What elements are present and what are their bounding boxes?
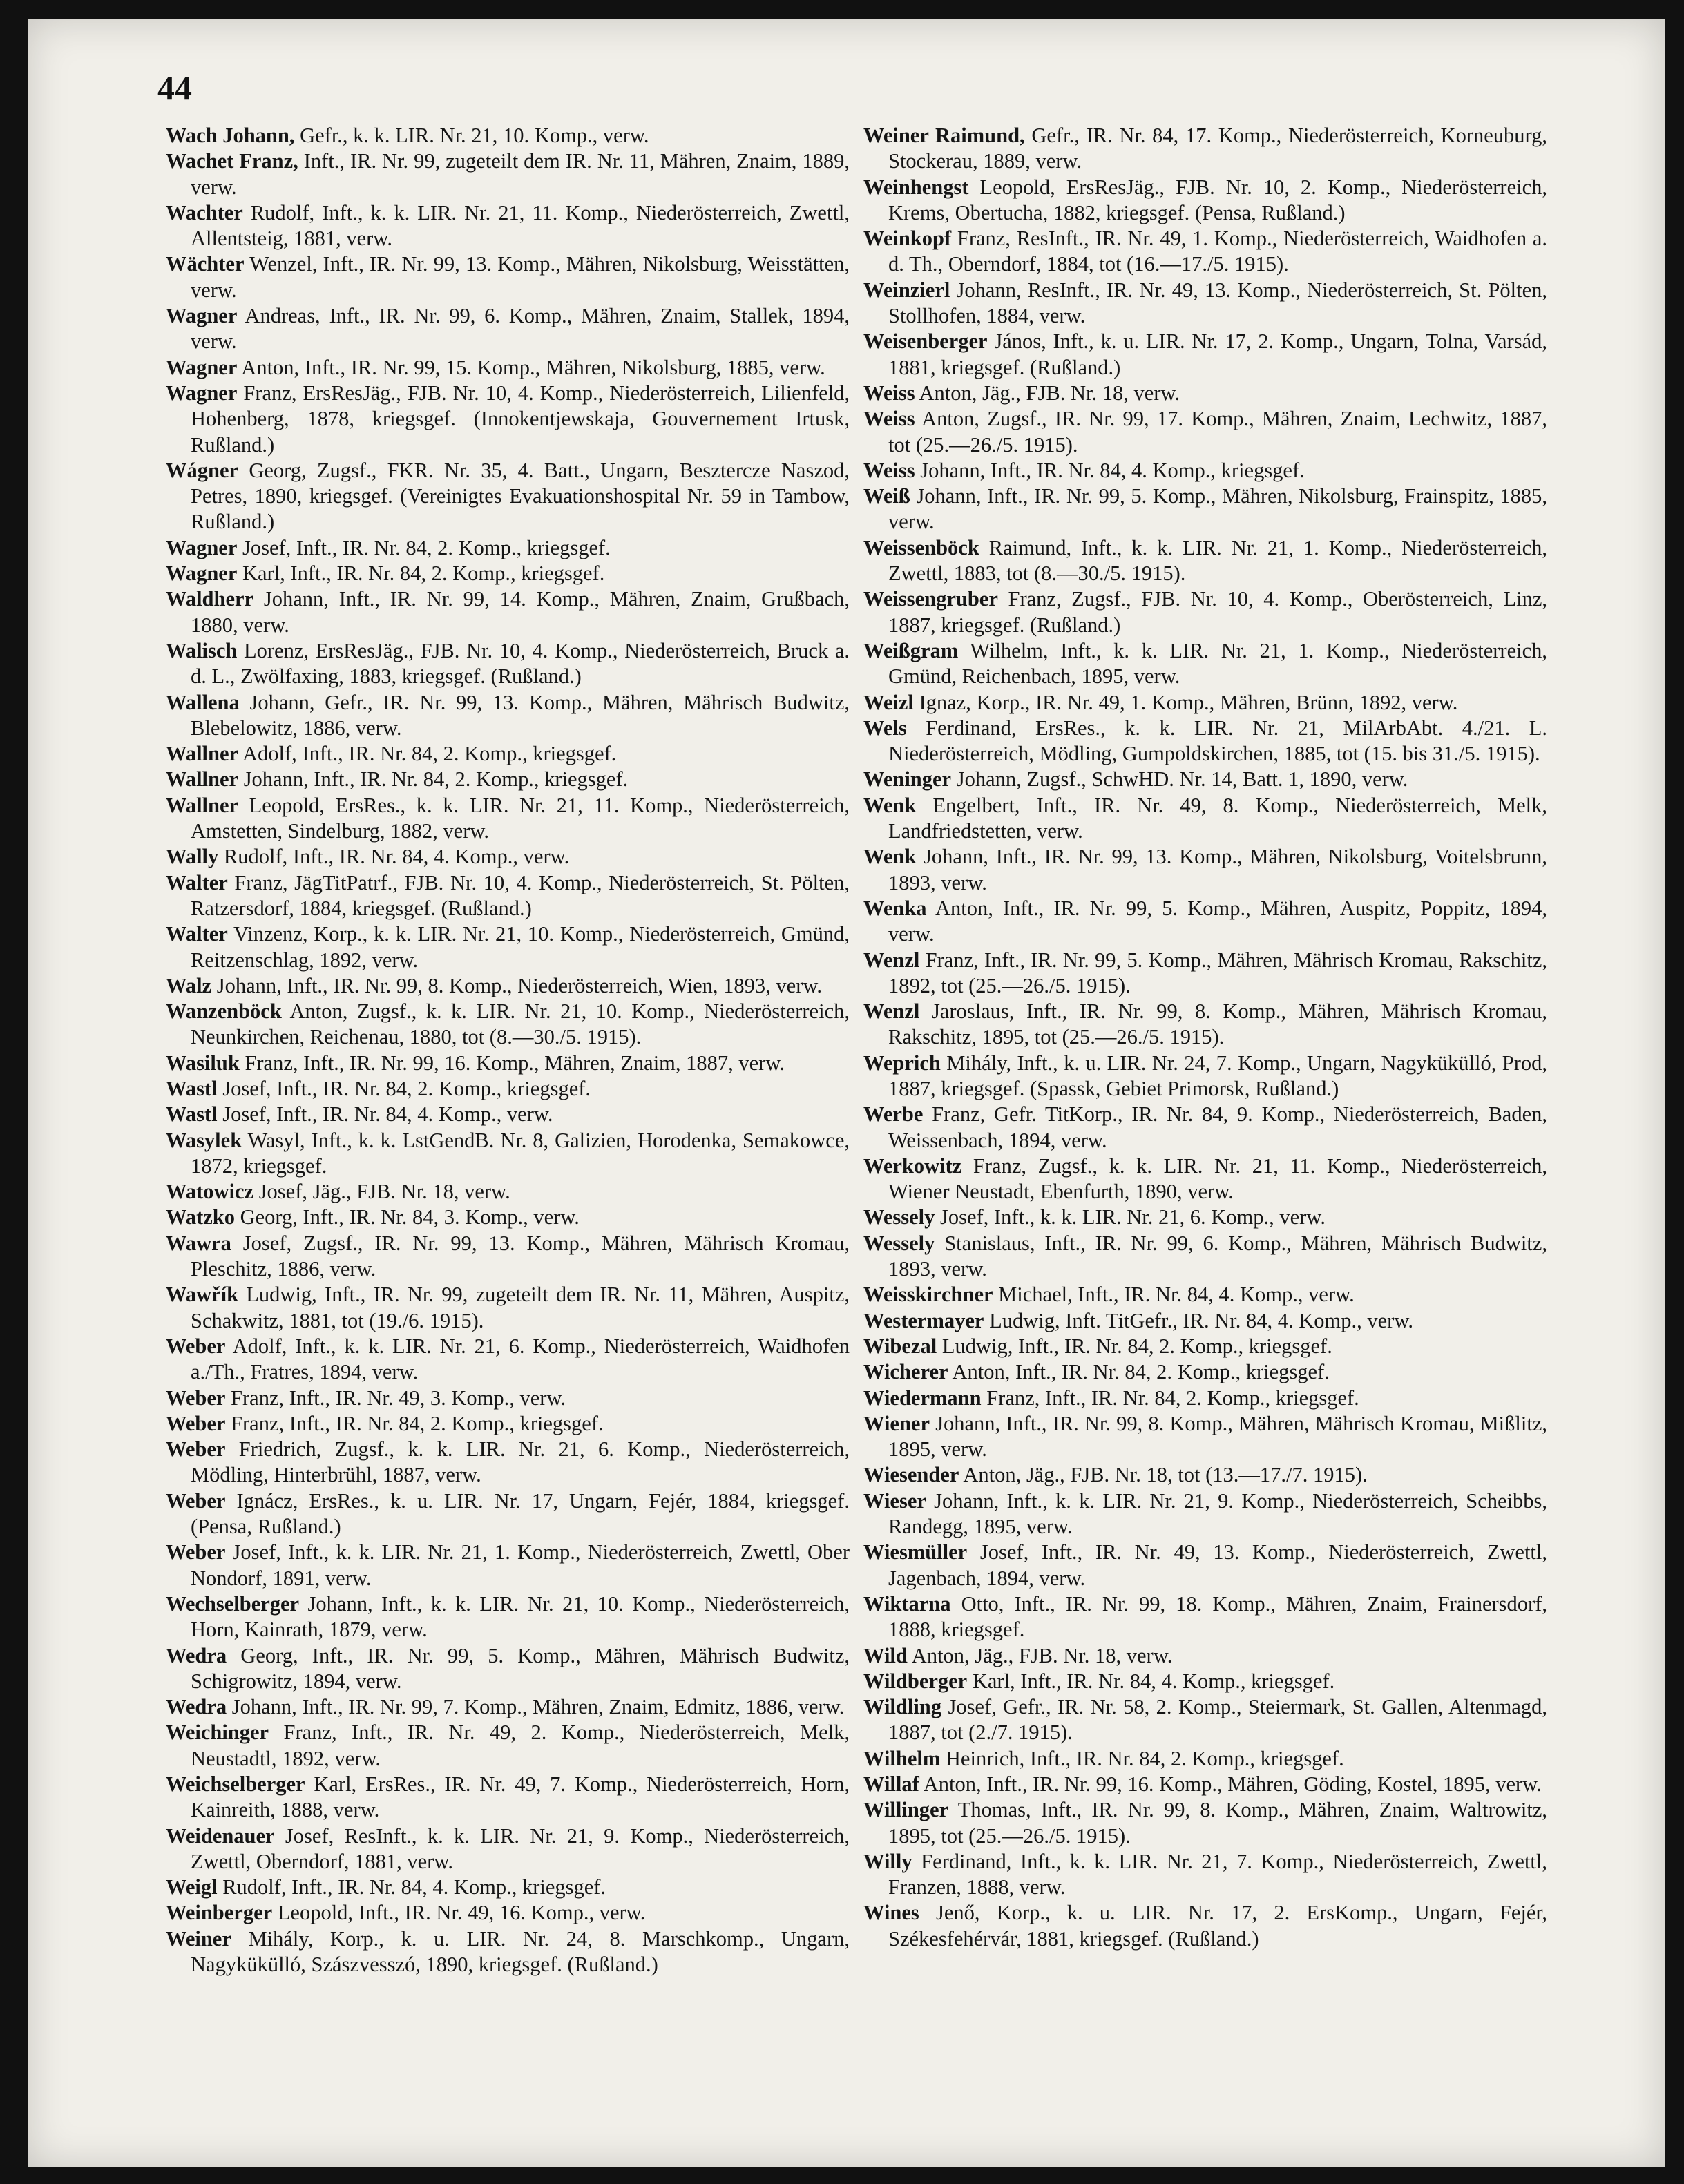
entry-name: Willy <box>863 1849 912 1873</box>
entry-details: Gefr., IR. Nr. 84, 17. Komp., Niederösterreich, Korneuburg, Stockerau, 1889, verw. <box>888 124 1548 173</box>
entry-details: Heinrich, Inft., IR. Nr. 84, 2. Komp., kriegsgef. <box>940 1746 1344 1770</box>
list-entry <box>863 406 1547 458</box>
entry-name: Weinberger <box>166 1901 273 1925</box>
entry-details: Anton, Zugsf., k. k. LIR. Nr. 21, 10. Komp., Niederösterreich, Neunkirchen, Reichenau, 1880, tot (8.—30./5. 1915). <box>191 999 850 1049</box>
entry-name: Wieser <box>863 1488 926 1513</box>
entry-details: Johann, ResInft., IR. Nr. 49, 13. Komp., Niederösterreich, St. Pölten, Stollhofen, 1884, verw. <box>888 278 1547 328</box>
document-page <box>28 19 1665 2167</box>
entry-name: Walter <box>166 922 228 946</box>
entry-name: Wallena <box>166 690 240 714</box>
entry-details: Johann, Inft., IR. Nr. 99, 14. Komp., Mähren, Znaim, Grußbach, 1880, verw. <box>191 587 850 637</box>
list-entry <box>863 123 1547 175</box>
entry-details: Anton, Jäg., FJB. Nr. 18, verw. <box>915 381 1180 405</box>
entry-details: Josef, Inft., IR. Nr. 49, 13. Komp., Niederösterreich, Zwettl, Jagenbach, 1894, verw. <box>888 1540 1547 1590</box>
entry-name: Wächter <box>166 252 245 276</box>
entry-name: Wicherer <box>863 1360 948 1384</box>
entry-details: Jenő, Korp., k. u. LIR. Nr. 17, 2. ErsKomp., Ungarn, Fejér, Székesfehérvár, 1881, kriegsgef. (Rußland.) <box>888 1901 1547 1951</box>
entry-details: Josef, Jäg., FJB. Nr. 18, verw. <box>253 1180 510 1204</box>
entry-details: Anton, Jäg., FJB. Nr. 18, tot (13.—17./7. 1915). <box>959 1463 1368 1487</box>
list-entry <box>166 1282 850 1334</box>
entry-details: Franz, JägTitPatrf., FJB. Nr. 10, 4. Komp., Niederösterreich, St. Pölten, Ratzersdorf, 1884, kriegsgef. (Rußland.) <box>191 870 850 920</box>
entry-details: Wenzel, Inft., IR. Nr. 99, 13. Komp., Mähren, Nikolsburg, Weisstätten, verw. <box>191 252 850 302</box>
entry-name: Wagner <box>166 355 238 379</box>
list-entry <box>863 1900 1547 1952</box>
entry-name: Wawřík <box>166 1283 239 1307</box>
list-entry <box>166 1231 850 1283</box>
entry-name: Weber <box>166 1437 226 1462</box>
entry-name: Waldherr <box>166 587 254 611</box>
entry-name: Watzko <box>166 1205 235 1229</box>
list-entry <box>863 948 1547 999</box>
entry-details: Lorenz, ErsResJäg., FJB. Nr. 10, 4. Komp., Niederösterreich, Bruck a. d. L., Zwölfaxing, 1883, kriegsgef. (Rußland.) <box>191 638 850 689</box>
entry-name: Wagner <box>166 304 238 328</box>
entry-name: Willaf <box>863 1772 919 1796</box>
list-entry <box>166 870 850 922</box>
list-entry <box>863 1386 1547 1411</box>
entry-name: Weinkopf <box>863 227 952 251</box>
entry-name: Weisskirchner <box>863 1283 993 1307</box>
list-entry <box>166 381 850 458</box>
list-entry <box>863 716 1547 767</box>
entry-details: Josef, ResInft., k. k. LIR. Nr. 21, 9. Komp., Niederösterreich, Zwettl, Oberndorf, 1881, verw. <box>191 1823 850 1873</box>
list-entry <box>166 1823 850 1875</box>
list-entry <box>863 175 1547 227</box>
entry-details: Franz, Inft., IR. Nr. 84, 2. Komp., kriegsgef. <box>981 1386 1359 1410</box>
entry-details: Andreas, Inft., IR. Nr. 99, 6. Komp., Mähren, Znaim, Stallek, 1894, verw. <box>191 304 850 354</box>
list-entry <box>166 793 850 845</box>
entry-name: Wágner <box>166 458 239 482</box>
entry-name: Wechselberger <box>166 1591 300 1616</box>
entry-details: Johann, Inft., IR. Nr. 99, 7. Komp., Mähren, Znaim, Edmitz, 1886, verw. <box>227 1695 845 1719</box>
entry-name: Wiedermann <box>863 1386 982 1410</box>
entry-name: Weichselberger <box>166 1772 305 1796</box>
list-entry <box>166 586 850 638</box>
list-entry <box>166 1875 850 1900</box>
entry-name: Weiss <box>863 407 915 431</box>
entry-name: Weissengruber <box>863 587 998 611</box>
list-entry <box>863 278 1547 329</box>
entry-name: Wally <box>166 845 219 869</box>
entry-details: Ludwig, Inft., IR. Nr. 84, 2. Komp., kriegsgef. <box>937 1334 1332 1358</box>
entry-details: Ferdinand, Inft., k. k. LIR. Nr. 21, 7. Komp., Niederösterreich, Zwettl, Franzen, 1888, verw. <box>888 1849 1547 1899</box>
list-entry <box>863 793 1547 845</box>
entry-details: Johann, Inft., IR. Nr. 84, 2. Komp., kriegsgef. <box>238 767 629 792</box>
entry-details: Josef, Inft., IR. Nr. 84, 2. Komp., kriegsgef. <box>217 1076 591 1100</box>
entry-details: Michael, Inft., IR. Nr. 84, 4. Komp., verw. <box>993 1283 1355 1307</box>
entry-name: Weinzierl <box>863 278 950 302</box>
entry-name: Wildling <box>863 1695 942 1719</box>
entry-name: Werkowitz <box>863 1153 962 1178</box>
entry-details: Vinzenz, Korp., k. k. LIR. Nr. 21, 10. Komp., Niederösterreich, Gmünd, Reitzenschlag, 1892, verw. <box>191 922 850 972</box>
entry-details: Inft., IR. Nr. 99, zugeteilt dem IR. Nr. 11, Mähren, Znaim, 1889, verw. <box>191 149 850 199</box>
entry-details: Stanislaus, Inft., IR. Nr. 99, 6. Komp., Mähren, Mährisch Budwitz, 1893, verw. <box>888 1231 1547 1281</box>
entry-name: Wenk <box>863 793 917 817</box>
entry-name: Weber <box>166 1411 226 1435</box>
entry-details: Franz, ErsResJäg., FJB. Nr. 10, 4. Komp., Niederösterreich, Lilienfeld, Hohenberg, 1878, kriegsgef. (Innokentjewskaja, Gouvernement Irtusk, Rußland.) <box>191 381 850 457</box>
entry-name: Weisenberger <box>863 329 988 354</box>
entry-name: Wanzenböck <box>166 999 282 1024</box>
list-entry <box>166 767 850 792</box>
list-entry <box>166 149 850 200</box>
entry-name: Wiesender <box>863 1463 959 1487</box>
list-entry <box>166 999 850 1051</box>
list-entry <box>863 1746 1547 1772</box>
entry-details: Franz, Zugsf., FJB. Nr. 10, 4. Komp., Oberösterreich, Linz, 1887, kriegsgef. (Rußland.) <box>888 587 1547 637</box>
entry-name: Weiner <box>166 1926 231 1951</box>
entry-details: Rudolf, Inft., IR. Nr. 84, 4. Komp., verw. <box>218 845 570 869</box>
list-entry <box>863 1462 1547 1488</box>
list-entry <box>166 123 850 149</box>
list-entry <box>166 1720 850 1772</box>
entry-name: Wagner <box>166 535 238 559</box>
list-entry <box>166 1128 850 1180</box>
entry-name: Wawra <box>166 1231 231 1255</box>
list-entry <box>166 1926 850 1978</box>
entry-details: Georg, Inft., IR. Nr. 99, 5. Komp., Mähren, Mährisch Budwitz, Schigrowitz, 1894, verw. <box>191 1643 850 1693</box>
entry-details: Leopold, Inft., IR. Nr. 49, 16. Komp., verw. <box>272 1901 646 1925</box>
entry-name: Walisch <box>166 638 238 662</box>
entry-name: Wasylek <box>166 1128 242 1152</box>
list-entry <box>166 561 850 586</box>
entry-details: Franz, ResInft., IR. Nr. 49, 1. Komp., Niederösterreich, Waidhofen a. d. Th., Oberndorf, 1884, tot (16.—17./5. 1915). <box>888 227 1547 276</box>
list-entry <box>863 1540 1547 1591</box>
entry-details: Adolf, Inft., k. k. LIR. Nr. 21, 6. Komp., Niederösterreich, Waidhofen a./Th., Fratres, 1894, verw. <box>191 1334 850 1384</box>
entry-details: Ludwig, Inft., IR. Nr. 99, zugeteilt dem IR. Nr. 11, Mähren, Auspitz, Schakwitz, 1881, tot (19./6. 1915). <box>191 1283 850 1332</box>
list-entry <box>166 690 850 742</box>
entry-name: Willinger <box>863 1798 949 1822</box>
list-entry <box>863 1411 1547 1463</box>
entry-details: Johann, Inft., IR. Nr. 99, 8. Komp., Mähren, Mährisch Kromau, Mißlitz, 1895, verw. <box>888 1411 1547 1462</box>
list-entry <box>863 896 1547 948</box>
entry-details: Franz, Zugsf., k. k. LIR. Nr. 21, 11. Komp., Niederösterreich, Wiener Neustadt, Ebenfurth, 1890, verw. <box>888 1153 1547 1204</box>
entry-details: Georg, Inft., IR. Nr. 84, 3. Komp., verw. <box>234 1205 580 1229</box>
list-entry <box>166 251 850 303</box>
entry-name: Wagner <box>166 562 238 586</box>
entry-details: Johann, Inft., IR. Nr. 99, 8. Komp., Niederösterreich, Wien, 1893, verw. <box>211 973 823 997</box>
list-entry <box>166 741 850 767</box>
entry-details: Anton, Inft., IR. Nr. 99, 5. Komp., Mähren, Auspitz, Poppitz, 1894, verw. <box>888 896 1547 946</box>
entry-details: Anton, Jäg., FJB. Nr. 18, verw. <box>907 1643 1173 1667</box>
entry-details: Raimund, Inft., k. k. LIR. Nr. 21, 1. Komp., Niederösterreich, Zwettl, 1883, tot (8.—30./5. 1915). <box>888 535 1547 586</box>
list-entry <box>863 999 1547 1051</box>
entry-details: Rudolf, Inft., IR. Nr. 84, 4. Komp., kriegsgef. <box>217 1875 606 1899</box>
entry-name: Wastl <box>166 1076 218 1100</box>
entry-name: Wedra <box>166 1695 227 1719</box>
list-entry <box>166 1102 850 1127</box>
entry-name: Wessely <box>863 1231 935 1255</box>
list-entry <box>166 1540 850 1591</box>
entry-details: Johann, Gefr., IR. Nr. 99, 13. Komp., Mähren, Mährisch Budwitz, Blebelowitz, 1886, verw. <box>191 690 850 740</box>
entry-details: Jaroslaus, Inft., IR. Nr. 99, 8. Komp., Mähren, Mährisch Kromau, Rakschitz, 1895, tot (25.—26./5. 1915). <box>888 999 1547 1049</box>
entry-name: Wels <box>863 716 907 740</box>
entry-details: Mihály, Korp., k. u. LIR. Nr. 24, 8. Marschkomp., Ungarn, Nagykükülló, Szászvesszó, 1890, kriegsgef. (Rußland.) <box>191 1926 850 1977</box>
entry-details: Johann, Inft., k. k. LIR. Nr. 21, 10. Komp., Niederösterreich, Horn, Kainrath, 1879, verw. <box>191 1591 850 1642</box>
entry-details: Josef, Inft., IR. Nr. 84, 2. Komp., kriegsgef. <box>237 535 611 559</box>
entry-details: Josef, Zugsf., IR. Nr. 99, 13. Komp., Mähren, Mährisch Kromau, Pleschitz, 1886, verw. <box>191 1231 850 1281</box>
entry-name: Walz <box>166 973 212 997</box>
list-entry <box>166 1591 850 1643</box>
entry-name: Weidenauer <box>166 1823 275 1848</box>
entry-name: Weber <box>166 1386 226 1410</box>
entry-details: Wilhelm, Inft., k. k. LIR. Nr. 21, 1. Komp., Niederösterreich, Gmünd, Reichenbach, 1895, verw. <box>888 638 1547 689</box>
list-entry <box>166 1772 850 1823</box>
list-entry <box>166 844 850 870</box>
entry-details: Franz, Inft., IR. Nr. 49, 3. Komp., verw. <box>225 1386 566 1410</box>
list-entry <box>166 355 850 381</box>
list-entry <box>166 1334 850 1386</box>
entry-name: Wachter <box>166 200 243 224</box>
list-entry <box>863 458 1547 483</box>
entry-name: Wessely <box>863 1205 935 1229</box>
entry-name: Weichinger <box>166 1721 269 1745</box>
list-entry <box>863 1359 1547 1385</box>
entry-name: Wenzl <box>863 948 920 972</box>
list-entry <box>863 586 1547 638</box>
list-entry <box>166 1643 850 1695</box>
entry-details: Georg, Zugsf., FKR. Nr. 35, 4. Batt., Ungarn, Besztercze Naszod, Petres, 1890, kriegsgef. (Vereinigtes Evakuationshospital Nr. 59 in Tambow, Rußland.) <box>191 458 850 534</box>
list-entry <box>166 1488 850 1540</box>
list-entry <box>166 1179 850 1205</box>
list-entry <box>863 1669 1547 1694</box>
entry-name: Weiss <box>863 381 915 405</box>
entry-details: Wasyl, Inft., k. k. LstGendB. Nr. 8, Galizien, Horodenka, Semakowce, 1872, kriegsgef. <box>191 1128 850 1178</box>
list-entry <box>166 1694 850 1720</box>
entry-name: Weigl <box>166 1875 218 1899</box>
entry-details: Ludwig, Inft. TitGefr., IR. Nr. 84, 4. Komp., verw. <box>984 1308 1413 1332</box>
entry-name: Wenzl <box>863 999 920 1024</box>
entry-name: Wasiluk <box>166 1051 240 1075</box>
entry-name: Watowicz <box>166 1180 254 1204</box>
entry-details: Johann, Zugsf., SchwHD. Nr. 14, Batt. 1, 1890, verw. <box>951 767 1408 792</box>
list-entry <box>863 1488 1547 1540</box>
list-entry <box>863 1282 1547 1307</box>
list-entry <box>863 690 1547 716</box>
entry-name: Westermayer <box>863 1308 984 1332</box>
entry-name: Weizl <box>863 690 914 714</box>
entry-name: Wallner <box>166 742 239 766</box>
entry-name: Wilhelm <box>863 1746 941 1770</box>
list-entry <box>166 638 850 690</box>
entry-name: Wiesmüller <box>863 1540 968 1564</box>
list-entry <box>863 1102 1547 1153</box>
list-entry <box>166 535 850 561</box>
list-entry <box>863 1051 1547 1102</box>
entry-details: Leopold, ErsRes., k. k. LIR. Nr. 21, 11. Komp., Niederösterreich, Amstetten, Sindelburg, 1882, verw. <box>191 793 850 843</box>
entry-name: Wach Johann, <box>166 124 295 147</box>
entry-name: Weinhengst <box>863 175 969 199</box>
entry-name: Wallner <box>166 793 239 817</box>
list-entry <box>863 1153 1547 1205</box>
entry-details: Ignaz, Korp., IR. Nr. 49, 1. Komp., Mähren, Brünn, 1892, verw. <box>913 690 1458 714</box>
list-entry <box>863 329 1547 381</box>
list-entry <box>166 1205 850 1230</box>
entry-details: Franz, Inft., IR. Nr. 99, 5. Komp., Mähren, Mährisch Kromau, Rakschitz, 1892, tot (25.—26./5. 1915). <box>888 948 1547 997</box>
list-entry <box>166 1437 850 1488</box>
right-column <box>863 123 1547 1952</box>
entry-name: Werbe <box>863 1102 924 1127</box>
entry-name: Weißgram <box>863 638 959 662</box>
list-entry <box>166 303 850 355</box>
list-entry <box>863 1334 1547 1359</box>
list-entry <box>863 1643 1547 1669</box>
entry-name: Weprich <box>863 1051 941 1075</box>
entry-details: Karl, Inft., IR. Nr. 84, 4. Komp., kriegsgef. <box>967 1669 1335 1693</box>
page-number: 44 <box>157 68 192 107</box>
entry-name: Weber <box>166 1488 226 1513</box>
list-entry <box>863 1231 1547 1283</box>
entry-name: Weiss <box>863 458 915 482</box>
entry-details: János, Inft., k. u. LIR. Nr. 17, 2. Komp., Ungarn, Tolna, Varsád, 1881, kriegsgef. (Rußland.) <box>888 329 1547 379</box>
entry-details: Johann, Inft., IR. Nr. 99, 13. Komp., Mähren, Nikolsburg, Voitelsbrunn, 1893, verw. <box>888 845 1547 894</box>
entry-details: Franz, Gefr. TitKorp., IR. Nr. 84, 9. Komp., Niederösterreich, Baden, Weissenbach, 1894, verw. <box>888 1102 1547 1152</box>
entry-details: Josef, Gefr., IR. Nr. 58, 2. Komp., Steiermark, St. Gallen, Altenmagd, 1887, tot (2./7. 1915). <box>888 1695 1547 1745</box>
entry-name: Wastl <box>166 1102 218 1127</box>
entry-name: Weiß <box>863 484 910 508</box>
list-entry <box>863 483 1547 535</box>
entry-details: Gefr., k. k. LIR. Nr. 21, 10. Komp., verw. <box>294 124 649 147</box>
list-entry <box>863 1694 1547 1746</box>
entry-details: Karl, Inft., IR. Nr. 84, 2. Komp., kriegsgef. <box>237 562 605 586</box>
entry-name: Wenka <box>863 896 927 920</box>
entry-name: Wibezal <box>863 1334 937 1358</box>
list-entry <box>166 1051 850 1076</box>
entry-details: Karl, ErsRes., IR. Nr. 49, 7. Komp., Niederösterreich, Horn, Kainreith, 1888, verw. <box>191 1772 850 1822</box>
entry-details: Josef, Inft., k. k. LIR. Nr. 21, 1. Komp., Niederösterreich, Zwettl, Ober Nondorf, 1891, verw. <box>191 1540 850 1590</box>
entry-name: Walter <box>166 870 228 894</box>
entry-details: Johann, Inft., IR. Nr. 84, 4. Komp., kriegsgef. <box>915 458 1305 482</box>
entry-details: Rudolf, Inft., k. k. LIR. Nr. 21, 11. Komp., Niederösterreich, Zwettl, Allentsteig, 1881, verw. <box>191 200 850 251</box>
entry-details: Engelbert, Inft., IR. Nr. 49, 8. Komp., Niederösterreich, Melk, Landfriedstetten, verw. <box>888 793 1547 843</box>
list-entry <box>863 381 1547 406</box>
entry-name: Wagner <box>166 381 238 405</box>
entry-name: Weissenböck <box>863 535 979 559</box>
entry-details: Otto, Inft., IR. Nr. 99, 18. Komp., Mähren, Znaim, Frainersdorf, 1888, kriegsgef. <box>888 1591 1547 1642</box>
list-entry <box>863 638 1547 690</box>
entry-details: Adolf, Inft., IR. Nr. 84, 2. Komp., kriegsgef. <box>238 742 617 766</box>
entry-name: Wallner <box>166 767 239 792</box>
entry-name: Wild <box>863 1643 908 1667</box>
list-entry <box>863 535 1547 587</box>
entry-details: Friedrich, Zugsf., k. k. LIR. Nr. 21, 6. Komp., Niederösterreich, Mödling, Hinterbrühl, 1887, verw. <box>191 1437 850 1487</box>
list-entry <box>863 1591 1547 1643</box>
entry-details: Thomas, Inft., IR. Nr. 99, 8. Komp., Mähren, Znaim, Waltrowitz, 1895, tot (25.—26./5. 1915). <box>888 1798 1547 1848</box>
list-entry <box>166 458 850 535</box>
entry-name: Weber <box>166 1334 226 1358</box>
entry-details: Anton, Inft., IR. Nr. 84, 2. Komp., kriegsgef. <box>948 1360 1330 1384</box>
entry-details: Anton, Zugsf., IR. Nr. 99, 17. Komp., Mähren, Znaim, Lechwitz, 1887, tot (25.—26./5. 1915). <box>888 407 1547 457</box>
entry-details: Josef, Inft., IR. Nr. 84, 4. Komp., verw. <box>217 1102 553 1127</box>
entry-name: Wines <box>863 1901 919 1925</box>
entry-name: Wedra <box>166 1643 227 1667</box>
list-entry <box>863 1308 1547 1334</box>
entry-details: Mihály, Inft., k. u. LIR. Nr. 24, 7. Komp., Ungarn, Nagykükülló, Prod, 1887, kriegsgef. (Spassk, Gebiet Primorsk, Rußland.) <box>888 1051 1547 1100</box>
entry-name: Weber <box>166 1540 226 1564</box>
entry-name: Weiner Raimund, <box>863 124 1025 147</box>
list-entry <box>863 226 1547 278</box>
list-entry <box>863 1849 1547 1901</box>
entry-name: Wiktarna <box>863 1591 951 1616</box>
list-entry <box>166 1411 850 1437</box>
entry-details: Anton, Inft., IR. Nr. 99, 16. Komp., Mähren, Göding, Kostel, 1895, verw. <box>919 1772 1542 1796</box>
entry-details: Johann, Inft., k. k. LIR. Nr. 21, 9. Komp., Niederösterreich, Scheibbs, Randegg, 1895, verw. <box>888 1488 1547 1539</box>
entry-details: Josef, Inft., k. k. LIR. Nr. 21, 6. Komp., verw. <box>935 1205 1326 1229</box>
list-entry <box>166 1386 850 1411</box>
entry-name: Wildberger <box>863 1669 968 1693</box>
entry-details: Leopold, ErsResJäg., FJB. Nr. 10, 2. Komp., Niederösterreich, Krems, Obertucha, 1882, kriegsgef. (Pensa, Rußland.) <box>888 175 1547 224</box>
entry-details: Ignácz, ErsRes., k. u. LIR. Nr. 17, Ungarn, Fejér, 1884, kriegsgef. (Pensa, Rußland.) <box>191 1488 850 1539</box>
entry-details: Franz, Inft., IR. Nr. 84, 2. Komp., kriegsgef. <box>225 1411 604 1435</box>
entry-details: Anton, Inft., IR. Nr. 99, 15. Komp., Mähren, Nikolsburg, 1885, verw. <box>237 355 825 379</box>
entry-details: Johann, Inft., IR. Nr. 99, 5. Komp., Mähren, Nikolsburg, Frainspitz, 1885, verw. <box>888 484 1547 534</box>
list-entry <box>863 844 1547 896</box>
list-entry <box>863 1205 1547 1230</box>
entry-name: Wiener <box>863 1411 930 1435</box>
list-entry <box>166 973 850 999</box>
list-entry <box>166 921 850 973</box>
list-entry <box>166 1900 850 1926</box>
entry-name: Wenk <box>863 845 917 869</box>
list-entry <box>863 1797 1547 1849</box>
entry-details: Franz, Inft., IR. Nr. 99, 16. Komp., Mähren, Znaim, 1887, verw. <box>239 1051 785 1075</box>
left-column <box>166 123 850 1977</box>
list-entry <box>166 200 850 252</box>
list-entry <box>863 1772 1547 1797</box>
list-entry <box>863 767 1547 792</box>
entry-name: Wachet Franz, <box>166 149 298 173</box>
entry-name: Weninger <box>863 767 952 792</box>
entry-details: Franz, Inft., IR. Nr. 49, 2. Komp., Niederösterreich, Melk, Neustadtl, 1892, verw. <box>191 1721 850 1770</box>
list-entry <box>166 1076 850 1102</box>
entry-details: Ferdinand, ErsRes., k. k. LIR. Nr. 21, MilArbAbt. 4./21. L. Niederösterreich, Mödling, Gumpoldskirchen, 1885, tot (15. bis 31./5. 1915). <box>888 716 1547 766</box>
